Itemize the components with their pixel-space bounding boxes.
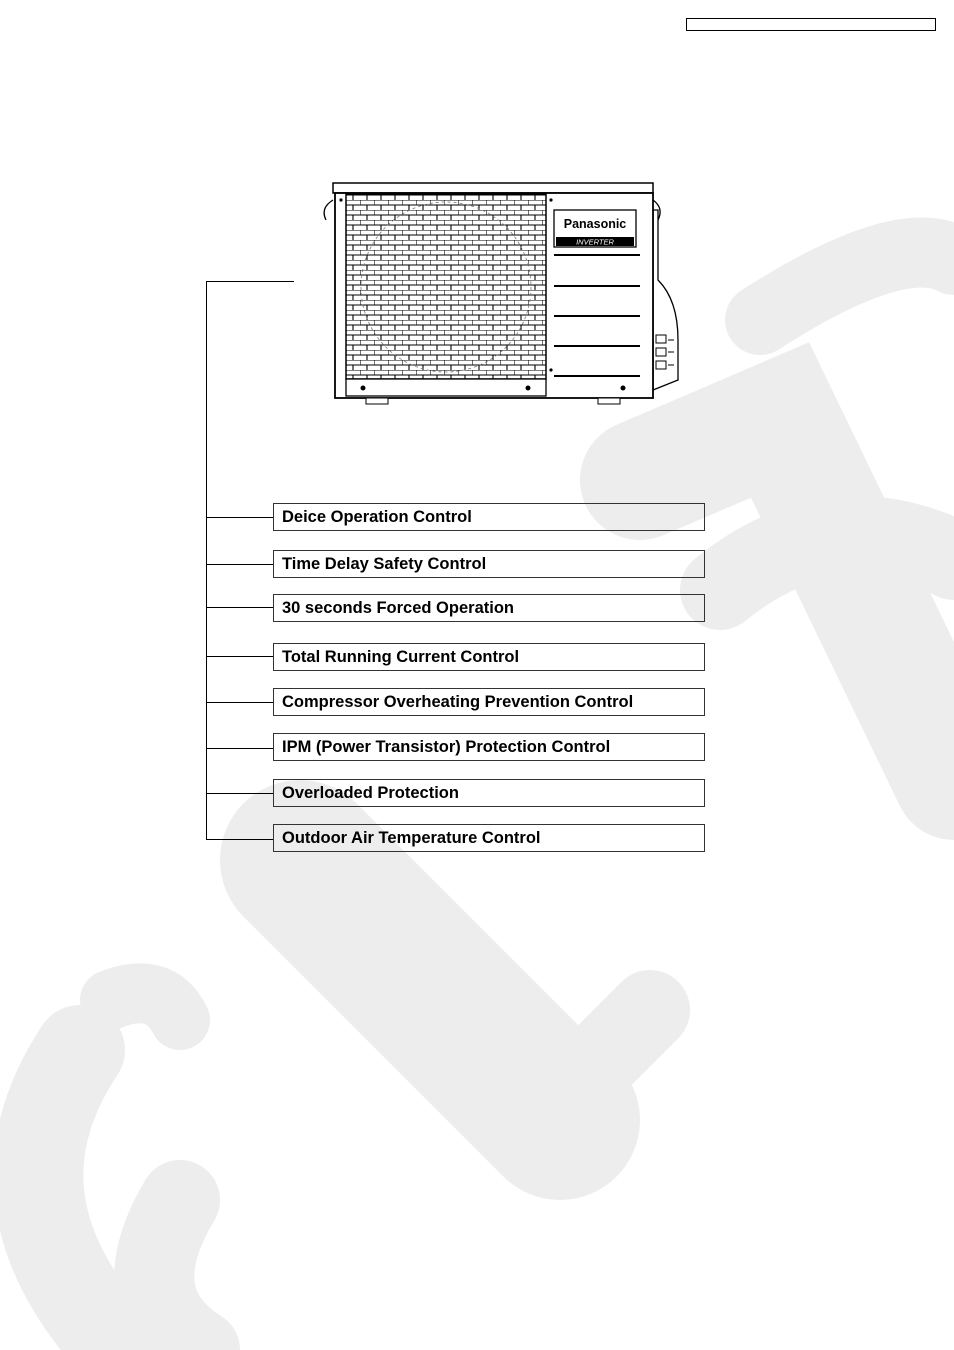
control-label: Deice Operation Control: [282, 507, 472, 526]
trunk-vertical-line: [206, 281, 207, 839]
branch-line: [206, 517, 273, 518]
control-box-outdoor-air-temp: [273, 824, 705, 852]
control-box-ipm-protection: [273, 733, 705, 761]
control-label: Compressor Overheating Prevention Control: [282, 692, 634, 711]
control-label: Time Delay Safety Control: [282, 554, 487, 573]
brand-logo: Panasonic: [563, 217, 627, 231]
branch-line: [206, 839, 273, 840]
branch-line: [206, 656, 273, 657]
inverter-badge: INVERTER: [576, 237, 614, 247]
control-label: Outdoor Air Temperature Control: [282, 828, 541, 847]
control-label: Overloaded Protection: [282, 783, 459, 802]
fan-grille: [346, 194, 546, 379]
control-box-deice: [273, 503, 705, 531]
branch-line: [206, 607, 273, 608]
control-box-running-current: [273, 643, 705, 671]
branch-line: [206, 793, 273, 794]
unit-top: [333, 183, 653, 193]
branch-line: [206, 564, 273, 565]
control-label: Total Running Current Control: [282, 647, 520, 666]
control-box-time-delay: [273, 550, 705, 578]
outdoor-unit-illustration: [318, 180, 688, 410]
branch-line: [206, 748, 273, 749]
control-label: IPM (Power Transistor) Protection Control: [282, 737, 611, 756]
control-box-overloaded: [273, 779, 705, 807]
control-box-forced-operation: [273, 594, 705, 622]
control-box-compressor-overheating: [273, 688, 705, 716]
control-label: 30 seconds Forced Operation: [282, 598, 514, 617]
trunk-top-connector: [206, 281, 294, 282]
branch-line: [206, 702, 273, 703]
